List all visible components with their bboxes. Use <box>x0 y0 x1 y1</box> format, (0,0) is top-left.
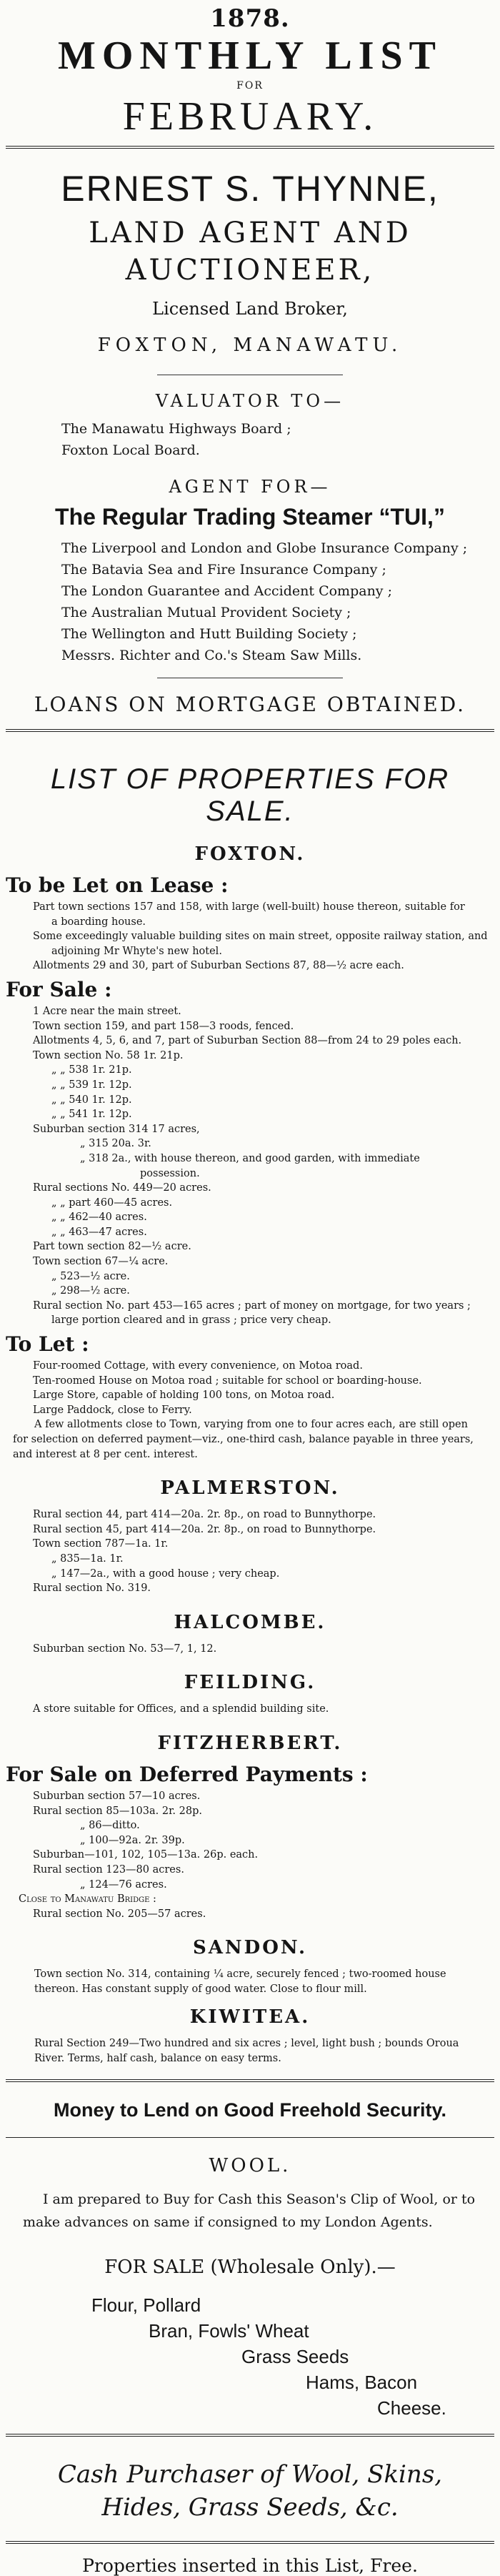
list-item: Suburban section No. 53—7, 1, 12. <box>33 1643 217 1655</box>
town-heading-foxton: FOXTON. <box>194 843 306 865</box>
wool-heading: WOOL. <box>209 2154 291 2176</box>
deferred-heading: For Sale on Deferred Payments : <box>6 1762 368 1786</box>
list-item: Part town section 82—½ acre. <box>33 1241 191 1253</box>
list-item: Part town sections 157 and 158, with large (well-built) house thereon, suitable for <box>33 901 465 913</box>
list-item: „ „ 462—40 acres. <box>51 1212 147 1224</box>
list-item: Flour, Pollard <box>91 2294 201 2316</box>
list-item: Grass Seeds <box>241 2345 349 2367</box>
properties-list-title: LIST OF PROPERTIES FOR SALE. <box>50 763 450 827</box>
list-item: Bran, Fowls' Wheat <box>149 2319 309 2342</box>
list-item: Town section 159, and part 158—3 roods, fenced. <box>33 1020 294 1032</box>
list-item: Suburban section 314 17 acres, <box>33 1123 200 1135</box>
monthly-list-page <box>0 4 500 2576</box>
list-item: Allotments 29 and 30, part of Suburban Sections 87, 88—½ acre each. <box>33 960 404 972</box>
list-item: Large Store, capable of holding 100 tons, on Motoa road. <box>33 1389 335 1402</box>
wholesale-goods <box>6 2292 494 2421</box>
bridge-entries <box>6 1907 494 1922</box>
list-item: Large Paddock, close to Ferry. <box>33 1404 192 1416</box>
list-item: a boarding house. <box>51 916 146 928</box>
list-item: adjoining Mr Whyte's new hotel. <box>51 945 222 957</box>
cash-purchaser-banner: Cash Purchaser of Wool, Skins, Hides, Grass Seeds, &c. <box>57 2459 443 2522</box>
list-item: Town section No. 58 1r. 21p. <box>33 1049 184 1061</box>
list-item: Town section 67—¼ acre. <box>33 1256 169 1268</box>
list-item: Hams, Bacon <box>306 2371 418 2393</box>
list-item: „ 298—½ acre. <box>51 1285 130 1297</box>
list-item: Rural section No. 319. <box>33 1582 151 1595</box>
list-item: „ „ 539 1r. 12p. <box>51 1079 132 1091</box>
list-item: „ „ 538 1r. 21p. <box>51 1064 132 1076</box>
sale-heading: For Sale : <box>6 977 112 1001</box>
divider <box>6 146 494 149</box>
fitzherbert-entries <box>6 1789 494 1892</box>
agent-broker: Licensed Land Broker, <box>152 299 348 319</box>
list-item: Rural section 85—103a. 2r. 28p. <box>33 1805 202 1817</box>
list-item: „ 315 20a. 3r. <box>80 1138 151 1150</box>
list-item: „ „ part 460—45 acres. <box>51 1197 173 1209</box>
list-item: Rural section 44, part 414—20a. 2r. 8p., on road to Bunnythorpe. <box>33 1509 376 1521</box>
list-item: Rural sections No. 449—20 acres. <box>33 1182 211 1194</box>
town-heading-sandon: SANDON. <box>192 1937 308 1959</box>
sale-entries <box>6 1004 494 1328</box>
agency-heading: AGENT FOR— <box>169 477 331 497</box>
list-item: Rural section 123—80 acres. <box>33 1863 184 1876</box>
list-item: The Australian Mutual Provident Society ; <box>61 605 351 620</box>
divider <box>6 2541 494 2544</box>
list-item: „ „ 541 1r. 12p. <box>51 1109 132 1121</box>
let-entries <box>6 1359 494 1417</box>
palmerston-entries <box>6 1507 494 1596</box>
town-heading-halcombe: HALCOMBE. <box>174 1611 326 1633</box>
list-item: „ 124—76 acres. <box>80 1878 167 1891</box>
list-item: Messrs. Richter and Co.'s Steam Saw Mills. <box>61 648 362 663</box>
wool-text: I am prepared to Buy for Cash this Season's Clip of Wool, or to make advances on same if consigned to my London Agents. <box>23 2191 476 2230</box>
wholesale-heading: FOR SALE (Wholesale Only).— <box>104 2256 396 2278</box>
list-item: A store suitable for Offices, and a splendid building site. <box>33 1703 329 1715</box>
lease-entries <box>6 900 494 974</box>
kiwitea-entry: Rural Section 249—Two hundred and six acres ; level, light bush ; bounds Oroua River. Terms, half cash, balance on easy terms. <box>34 2038 459 2065</box>
valuator-heading: VALUATOR TO— <box>155 391 345 411</box>
divider <box>6 2434 494 2437</box>
divider <box>6 2079 494 2082</box>
list-item: „ „ 540 1r. 12p. <box>51 1094 132 1106</box>
footer-note: Properties inserted in this List, Free. <box>82 2555 418 2576</box>
list-item: „ „ 463—47 acres. <box>51 1226 147 1238</box>
list-item: Town section 787—1a. 1r. <box>33 1538 169 1550</box>
list-item: Suburban section 57—10 acres. <box>33 1790 201 1802</box>
steamer-tui: The Regular Trading Steamer “TUI,” <box>55 504 445 530</box>
list-item: „ 835—1a. 1r. <box>51 1552 124 1565</box>
divider <box>6 729 494 732</box>
agent-trade: LAND AGENT AND AUCTIONEER, <box>89 217 411 287</box>
divider <box>6 2137 494 2138</box>
money-to-lend-banner: Money to Lend on Good Freehold Security. <box>53 2099 447 2121</box>
lease-heading: To be Let on Lease : <box>6 873 229 897</box>
list-item: „ 318 2a., with house thereon, and good garden, with immediate <box>80 1152 420 1164</box>
list-item: The Liverpool and London and Globe Insurance Company ; <box>61 540 468 556</box>
feilding-entries <box>6 1702 494 1717</box>
list-item: Ten-roomed House on Motoa road ; suitable for school or boarding-house. <box>33 1374 422 1387</box>
list-item: Rural section No. part 453—165 acres ; part of money on mortgage, for two years ; <box>33 1299 471 1312</box>
town-heading-palmerston: PALMERSTON. <box>160 1477 340 1500</box>
town-heading-kiwitea: KIWITEA. <box>189 2006 311 2028</box>
list-item: Foxton Local Board. <box>61 442 200 458</box>
for-label: FOR <box>236 80 264 91</box>
list-title-banner: MONTHLY LIST <box>58 34 442 78</box>
list-item: possession. <box>140 1167 200 1179</box>
list-item: The London Guarantee and Accident Company ; <box>61 583 392 599</box>
month-title: FEBRUARY. <box>122 94 378 139</box>
list-item: Cheese. <box>377 2397 446 2419</box>
halcombe-entries <box>6 1642 494 1657</box>
list-item: „ 100—92a. 2r. 39p. <box>80 1834 185 1846</box>
list-item: The Wellington and Hutt Building Society ; <box>61 626 357 642</box>
deferred-note: A few allotments close to Town, varying from one to four acres each, are still open for selection on deferred payment—viz., one-third cash, balance payable in three years, and interest at 8 per cent. interest. <box>13 1419 474 1460</box>
agent-place: FOXTON, MANAWATU. <box>97 335 403 356</box>
year: 1878. <box>210 4 290 33</box>
town-heading-feilding: FEILDING. <box>184 1672 316 1694</box>
list-item: Rural section 45, part 414—20a. 2r. 8p., on road to Bunnythorpe. <box>33 1523 376 1535</box>
list-item: Four-roomed Cottage, with every convenience, on Motoa road. <box>33 1360 363 1372</box>
list-item: „ 86—ditto. <box>80 1820 140 1832</box>
list-item: The Batavia Sea and Fire Insurance Company ; <box>61 562 386 578</box>
list-item: Rural section No. 205—57 acres. <box>33 1908 206 1920</box>
list-item: „ 523—½ acre. <box>51 1270 130 1282</box>
list-item: The Manawatu Highways Board ; <box>61 421 291 437</box>
agency-list <box>6 538 494 666</box>
let-heading: To Let : <box>6 1332 89 1357</box>
town-heading-fitzherbert: FITZHERBERT. <box>157 1732 343 1754</box>
sandon-entry: Town section No. 314, containing ¼ acre, securely fenced ; two-roomed house thereon. Has constant supply of good water. Close to flour mill. <box>34 1968 446 1995</box>
list-item: Suburban—101, 102, 105—13a. 26p. each. <box>33 1849 259 1861</box>
list-item: Allotments 4, 5, 6, and 7, part of Suburban Section 88—from 24 to 29 poles each. <box>33 1035 462 1047</box>
agent-name: ERNEST S. THYNNE, <box>61 169 439 209</box>
valuator-list <box>6 418 494 461</box>
loans-banner: LOANS ON MORTGAGE OBTAINED. <box>34 693 466 716</box>
list-item: large portion cleared and in grass ; price very cheap. <box>51 1314 331 1327</box>
bridge-heading: Close to Manawatu Bridge : <box>19 1893 156 1906</box>
list-item: „ 147—2a., with a good house ; very cheap. <box>51 1567 280 1580</box>
list-item: Some exceedingly valuable building sites on main street, opposite railway station, and <box>33 931 488 943</box>
list-item: 1 Acre near the main street. <box>33 1005 181 1017</box>
